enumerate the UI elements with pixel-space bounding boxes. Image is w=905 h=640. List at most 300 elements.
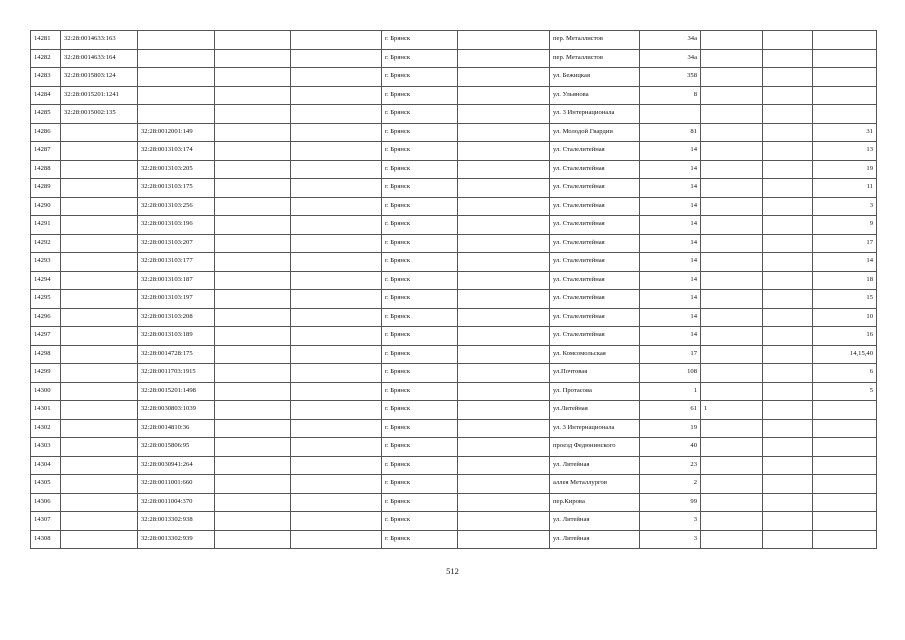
cell-settlement: г. Брянск <box>382 197 458 216</box>
cell-cadastral-number-a <box>61 271 138 290</box>
cell-col-4 <box>215 271 291 290</box>
cell-apartment <box>813 475 877 494</box>
cell-col-7 <box>458 438 550 457</box>
cell-col-7 <box>458 179 550 198</box>
cell-building <box>701 512 763 531</box>
cell-house-number: 3 <box>640 512 701 531</box>
cell-cadastral-number-b: 32:28:0013103:205 <box>138 160 215 179</box>
cell-street: ул. Протасова <box>550 382 640 401</box>
cell-house-number: 14 <box>640 197 701 216</box>
cell-building <box>701 31 763 50</box>
cell-street: ул. Сталелитейная <box>550 234 640 253</box>
cell-col-4 <box>215 456 291 475</box>
cell-building <box>701 493 763 512</box>
cell-building <box>701 530 763 549</box>
cell-col-11 <box>763 216 813 235</box>
cell-col-7 <box>458 31 550 50</box>
cell-col-5 <box>291 49 382 68</box>
cell-street: пер. Металлистов <box>550 49 640 68</box>
cell-col-4 <box>215 253 291 272</box>
cell-row-number: 14292 <box>31 234 61 253</box>
cell-row-number: 14302 <box>31 419 61 438</box>
cell-settlement: г. Брянск <box>382 493 458 512</box>
cell-col-5 <box>291 493 382 512</box>
cell-building <box>701 475 763 494</box>
table-row <box>31 179 877 198</box>
cell-col-4 <box>215 493 291 512</box>
cell-street: ул.Почтовая <box>550 364 640 383</box>
cell-cadastral-number-b: 32:28:0011004:370 <box>138 493 215 512</box>
cell-col-4 <box>215 68 291 87</box>
cell-street: аллея Металлургов <box>550 475 640 494</box>
table-row <box>31 31 877 50</box>
cell-cadastral-number-b: 32:28:0030941:264 <box>138 456 215 475</box>
cell-col-5 <box>291 512 382 531</box>
cell-cadastral-number-a <box>61 179 138 198</box>
cell-col-11 <box>763 364 813 383</box>
cell-house-number: 34а <box>640 31 701 50</box>
cell-col-4 <box>215 123 291 142</box>
cell-building <box>701 86 763 105</box>
cell-cadastral-number-a <box>61 197 138 216</box>
table-row <box>31 530 877 549</box>
cell-col-5 <box>291 31 382 50</box>
cell-apartment: 13 <box>813 142 877 161</box>
cell-building <box>701 160 763 179</box>
table-row <box>31 105 877 124</box>
cell-building <box>701 49 763 68</box>
cell-apartment: 5 <box>813 382 877 401</box>
cell-cadastral-number-b: 32:28:0015201:1498 <box>138 382 215 401</box>
cell-col-7 <box>458 290 550 309</box>
cell-col-5 <box>291 271 382 290</box>
cell-house-number: 14 <box>640 327 701 346</box>
cell-cadastral-number-b: 32:28:0013103:177 <box>138 253 215 272</box>
cell-cadastral-number-b: 32:28:0014728:175 <box>138 345 215 364</box>
cell-cadastral-number-b: 32:28:0015806:95 <box>138 438 215 457</box>
cell-row-number: 14308 <box>31 530 61 549</box>
cell-house-number: 23 <box>640 456 701 475</box>
cell-apartment <box>813 31 877 50</box>
cell-cadastral-number-a <box>61 290 138 309</box>
cell-house-number: 14 <box>640 160 701 179</box>
cell-building <box>701 419 763 438</box>
cell-col-7 <box>458 271 550 290</box>
cell-apartment: 6 <box>813 364 877 383</box>
cell-street: ул. Сталелитейная <box>550 160 640 179</box>
cell-col-5 <box>291 327 382 346</box>
cell-cadastral-number-a <box>61 382 138 401</box>
cell-settlement: г. Брянск <box>382 123 458 142</box>
cell-col-5 <box>291 401 382 420</box>
cell-house-number <box>640 105 701 124</box>
cell-apartment: 31 <box>813 123 877 142</box>
cell-cadastral-number-a <box>61 475 138 494</box>
cell-cadastral-number-b: 32:28:0014810:36 <box>138 419 215 438</box>
cell-col-11 <box>763 438 813 457</box>
cell-col-11 <box>763 197 813 216</box>
cell-cadastral-number-b: 32:28:0013103:187 <box>138 271 215 290</box>
cell-col-5 <box>291 123 382 142</box>
cell-apartment <box>813 419 877 438</box>
cell-col-11 <box>763 160 813 179</box>
cell-building <box>701 105 763 124</box>
table-row <box>31 401 877 420</box>
cell-row-number: 14290 <box>31 197 61 216</box>
table-row <box>31 327 877 346</box>
cell-street: ул. Сталелитейная <box>550 197 640 216</box>
cell-col-7 <box>458 197 550 216</box>
cell-apartment <box>813 456 877 475</box>
cell-col-7 <box>458 382 550 401</box>
cell-apartment <box>813 401 877 420</box>
table-row <box>31 364 877 383</box>
cell-col-7 <box>458 401 550 420</box>
cell-settlement: г. Брянск <box>382 105 458 124</box>
cell-cadastral-number-b <box>138 49 215 68</box>
cell-col-5 <box>291 68 382 87</box>
cell-col-5 <box>291 253 382 272</box>
cell-row-number: 14286 <box>31 123 61 142</box>
cell-cadastral-number-b: 32:28:0013103:208 <box>138 308 215 327</box>
table-row <box>31 142 877 161</box>
cell-col-5 <box>291 290 382 309</box>
cell-house-number: 14 <box>640 234 701 253</box>
cell-street: ул. Комсомольская <box>550 345 640 364</box>
cell-house-number: 3 <box>640 530 701 549</box>
cell-col-5 <box>291 530 382 549</box>
cell-cadastral-number-b: 32:28:0013103:256 <box>138 197 215 216</box>
cell-col-7 <box>458 512 550 531</box>
cell-building <box>701 290 763 309</box>
cell-col-11 <box>763 327 813 346</box>
cell-row-number: 14282 <box>31 49 61 68</box>
cell-col-7 <box>458 123 550 142</box>
cell-cadastral-number-a <box>61 364 138 383</box>
cell-cadastral-number-a <box>61 216 138 235</box>
cell-settlement: г. Брянск <box>382 179 458 198</box>
cell-col-11 <box>763 68 813 87</box>
register-table <box>30 30 877 549</box>
cell-cadastral-number-a <box>61 456 138 475</box>
cell-apartment: 11 <box>813 179 877 198</box>
cell-col-11 <box>763 456 813 475</box>
cell-col-5 <box>291 142 382 161</box>
cell-settlement: г. Брянск <box>382 401 458 420</box>
cell-cadastral-number-b: 32:28:0013103:197 <box>138 290 215 309</box>
cell-col-5 <box>291 234 382 253</box>
cell-cadastral-number-b <box>138 68 215 87</box>
cell-col-7 <box>458 364 550 383</box>
cell-settlement: г. Брянск <box>382 68 458 87</box>
cell-building <box>701 382 763 401</box>
cell-street: ул. Сталелитейная <box>550 216 640 235</box>
table-row <box>31 382 877 401</box>
cell-settlement: г. Брянск <box>382 438 458 457</box>
cell-row-number: 14288 <box>31 160 61 179</box>
cell-col-4 <box>215 530 291 549</box>
cell-row-number: 14289 <box>31 179 61 198</box>
cell-col-4 <box>215 512 291 531</box>
cell-col-5 <box>291 197 382 216</box>
cell-building <box>701 253 763 272</box>
cell-street: ул. 3 Интернационала <box>550 419 640 438</box>
cell-house-number: 2 <box>640 475 701 494</box>
cell-col-4 <box>215 105 291 124</box>
cell-col-11 <box>763 419 813 438</box>
cell-building <box>701 364 763 383</box>
cell-cadastral-number-a: 32:28:0015803:124 <box>61 68 138 87</box>
cell-cadastral-number-b <box>138 31 215 50</box>
cell-col-7 <box>458 327 550 346</box>
cell-col-5 <box>291 419 382 438</box>
cell-cadastral-number-b <box>138 105 215 124</box>
cell-settlement: г. Брянск <box>382 271 458 290</box>
cell-apartment: 17 <box>813 234 877 253</box>
cell-building <box>701 271 763 290</box>
cell-col-5 <box>291 475 382 494</box>
cell-col-11 <box>763 49 813 68</box>
cell-settlement: г. Брянск <box>382 216 458 235</box>
cell-col-4 <box>215 290 291 309</box>
cell-cadastral-number-b: 32:28:0013103:174 <box>138 142 215 161</box>
cell-cadastral-number-a <box>61 160 138 179</box>
cell-building <box>701 345 763 364</box>
cell-cadastral-number-b: 32:28:0013103:175 <box>138 179 215 198</box>
cell-row-number: 14296 <box>31 308 61 327</box>
cell-col-11 <box>763 493 813 512</box>
cell-col-5 <box>291 105 382 124</box>
cell-col-11 <box>763 253 813 272</box>
cell-settlement: г. Брянск <box>382 160 458 179</box>
cell-street: ул. Бежицкая <box>550 68 640 87</box>
cell-col-7 <box>458 419 550 438</box>
cell-col-4 <box>215 160 291 179</box>
cell-cadastral-number-b: 32:28:0013103:189 <box>138 327 215 346</box>
cell-col-11 <box>763 382 813 401</box>
cell-col-4 <box>215 345 291 364</box>
cell-building <box>701 179 763 198</box>
cell-col-4 <box>215 401 291 420</box>
table-row <box>31 308 877 327</box>
cell-apartment <box>813 512 877 531</box>
cell-col-4 <box>215 216 291 235</box>
cell-col-5 <box>291 382 382 401</box>
cell-col-7 <box>458 530 550 549</box>
cell-cadastral-number-b: 32:28:0013302:938 <box>138 512 215 531</box>
cell-cadastral-number-a: 32:28:0014633:164 <box>61 49 138 68</box>
cell-settlement: г. Брянск <box>382 253 458 272</box>
cell-cadastral-number-a <box>61 142 138 161</box>
cell-settlement: г. Брянск <box>382 49 458 68</box>
register-body <box>31 31 877 549</box>
cell-cadastral-number-a <box>61 308 138 327</box>
cell-col-4 <box>215 382 291 401</box>
cell-row-number: 14291 <box>31 216 61 235</box>
table-row <box>31 475 877 494</box>
cell-cadastral-number-b: 32:28:0013103:207 <box>138 234 215 253</box>
table-row <box>31 290 877 309</box>
cell-apartment: 10 <box>813 308 877 327</box>
cell-col-11 <box>763 31 813 50</box>
cell-col-7 <box>458 493 550 512</box>
cell-row-number: 14298 <box>31 345 61 364</box>
cell-street: ул. Сталелитейная <box>550 290 640 309</box>
cell-row-number: 14306 <box>31 493 61 512</box>
table-row <box>31 253 877 272</box>
cell-building <box>701 327 763 346</box>
cell-house-number: 99 <box>640 493 701 512</box>
cell-street: пер. Металлистов <box>550 31 640 50</box>
cell-cadastral-number-a <box>61 123 138 142</box>
cell-row-number: 14294 <box>31 271 61 290</box>
cell-cadastral-number-a: 32:28:0015002:135 <box>61 105 138 124</box>
cell-col-7 <box>458 86 550 105</box>
cell-street: ул. Сталелитейная <box>550 271 640 290</box>
cell-col-7 <box>458 105 550 124</box>
cell-cadastral-number-a <box>61 327 138 346</box>
table-row <box>31 216 877 235</box>
cell-col-4 <box>215 31 291 50</box>
cell-col-11 <box>763 530 813 549</box>
cell-col-4 <box>215 49 291 68</box>
cell-col-7 <box>458 253 550 272</box>
cell-apartment: 14 <box>813 253 877 272</box>
cell-col-4 <box>215 438 291 457</box>
cell-col-7 <box>458 234 550 253</box>
cell-street: ул. Сталелитейная <box>550 179 640 198</box>
cell-apartment <box>813 493 877 512</box>
cell-row-number: 14295 <box>31 290 61 309</box>
cell-house-number: 108 <box>640 364 701 383</box>
cell-col-4 <box>215 86 291 105</box>
cell-col-5 <box>291 160 382 179</box>
cell-settlement: г. Брянск <box>382 308 458 327</box>
cell-col-4 <box>215 475 291 494</box>
cell-row-number: 14297 <box>31 327 61 346</box>
table-row <box>31 493 877 512</box>
cell-street: ул. Литейная <box>550 530 640 549</box>
cell-street: пер.Кирова <box>550 493 640 512</box>
cell-apartment: 14,15,40 <box>813 345 877 364</box>
cell-cadastral-number-a <box>61 512 138 531</box>
page-number: 512 <box>446 566 459 576</box>
table-row <box>31 456 877 475</box>
cell-col-4 <box>215 142 291 161</box>
cell-house-number: 358 <box>640 68 701 87</box>
cell-col-5 <box>291 456 382 475</box>
cell-cadastral-number-b: 32:28:0013103:196 <box>138 216 215 235</box>
cell-settlement: г. Брянск <box>382 327 458 346</box>
cell-apartment <box>813 49 877 68</box>
cell-apartment: 3 <box>813 197 877 216</box>
table-row <box>31 160 877 179</box>
cell-settlement: г. Брянск <box>382 475 458 494</box>
cell-house-number: 8 <box>640 86 701 105</box>
cell-col-11 <box>763 475 813 494</box>
cell-row-number: 14283 <box>31 68 61 87</box>
cell-house-number: 14 <box>640 142 701 161</box>
cell-cadastral-number-a <box>61 345 138 364</box>
cell-house-number: 14 <box>640 216 701 235</box>
cell-row-number: 14299 <box>31 364 61 383</box>
cell-street: проезд Федюнинского <box>550 438 640 457</box>
table-row <box>31 271 877 290</box>
cell-col-7 <box>458 160 550 179</box>
cell-building <box>701 216 763 235</box>
cell-col-11 <box>763 86 813 105</box>
cell-col-5 <box>291 179 382 198</box>
cell-street: ул. Сталелитейная <box>550 142 640 161</box>
cell-col-4 <box>215 179 291 198</box>
cell-cadastral-number-a <box>61 530 138 549</box>
cell-street: ул. Ульянова <box>550 86 640 105</box>
cell-house-number: 34а <box>640 49 701 68</box>
table-row <box>31 345 877 364</box>
cell-cadastral-number-b: 32:28:0012001:149 <box>138 123 215 142</box>
cell-apartment <box>813 530 877 549</box>
cell-col-7 <box>458 216 550 235</box>
cell-settlement: г. Брянск <box>382 419 458 438</box>
cell-cadastral-number-b: 32:28:0030803:1039 <box>138 401 215 420</box>
cell-row-number: 14284 <box>31 86 61 105</box>
cell-row-number: 14304 <box>31 456 61 475</box>
cell-building <box>701 234 763 253</box>
cell-apartment: 16 <box>813 327 877 346</box>
cell-apartment <box>813 86 877 105</box>
cell-apartment <box>813 105 877 124</box>
cell-street: ул. Литейная <box>550 456 640 475</box>
cell-house-number: 1 <box>640 382 701 401</box>
cell-col-11 <box>763 234 813 253</box>
table-row <box>31 86 877 105</box>
cell-col-11 <box>763 142 813 161</box>
cell-col-4 <box>215 419 291 438</box>
cell-row-number: 14300 <box>31 382 61 401</box>
cell-apartment <box>813 68 877 87</box>
cell-cadastral-number-b <box>138 86 215 105</box>
table-row <box>31 512 877 531</box>
cell-col-7 <box>458 68 550 87</box>
table-row <box>31 234 877 253</box>
cell-cadastral-number-a <box>61 493 138 512</box>
cell-col-5 <box>291 364 382 383</box>
table-row <box>31 49 877 68</box>
cell-col-7 <box>458 49 550 68</box>
cell-col-11 <box>763 271 813 290</box>
cell-settlement: г. Брянск <box>382 290 458 309</box>
cell-house-number: 14 <box>640 179 701 198</box>
cell-col-4 <box>215 327 291 346</box>
cell-house-number: 14 <box>640 308 701 327</box>
cell-col-7 <box>458 475 550 494</box>
cell-apartment: 18 <box>813 271 877 290</box>
cell-cadastral-number-a <box>61 401 138 420</box>
cell-house-number: 17 <box>640 345 701 364</box>
cell-apartment <box>813 438 877 457</box>
cell-col-5 <box>291 308 382 327</box>
cell-col-7 <box>458 308 550 327</box>
cell-settlement: г. Брянск <box>382 530 458 549</box>
cell-building <box>701 456 763 475</box>
cell-row-number: 14293 <box>31 253 61 272</box>
cell-building <box>701 142 763 161</box>
cell-cadastral-number-a <box>61 253 138 272</box>
cell-house-number: 14 <box>640 290 701 309</box>
cell-row-number: 14285 <box>31 105 61 124</box>
cell-cadastral-number-a <box>61 438 138 457</box>
cell-col-11 <box>763 179 813 198</box>
